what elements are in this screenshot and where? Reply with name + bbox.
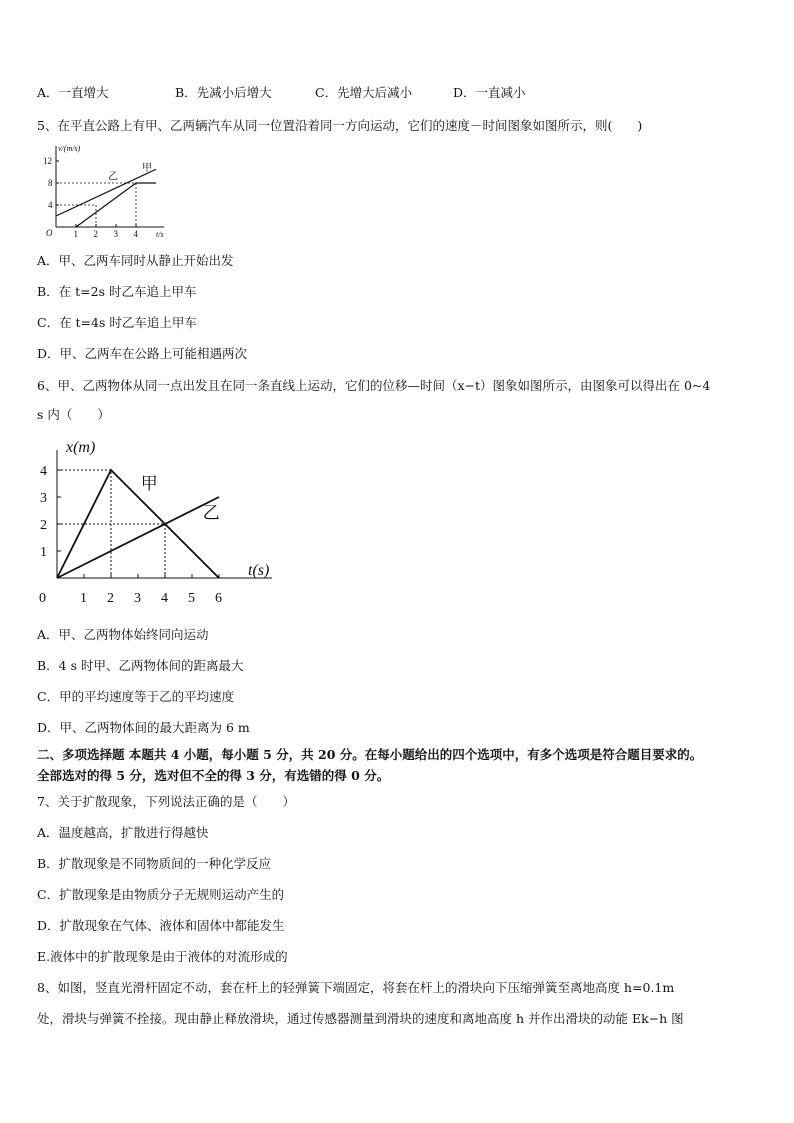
- q7-option-e[interactable]: E.液体中的扩散现象是由于液体的对流形成的: [37, 949, 288, 964]
- q7-option-a[interactable]: A．温度越高，扩散进行得越快: [37, 825, 209, 840]
- section2-line2: 全部选对的得 5 分，选对但不全的得 3 分，有选错的得 0 分。: [37, 768, 390, 783]
- q6-x-tick-label: 6: [215, 591, 222, 606]
- q5-x-tick-label: 3: [113, 229, 118, 239]
- q5-x-tick-label: 2: [93, 229, 98, 239]
- q5-x-label: t/s: [156, 230, 164, 239]
- section2-line1: 二、多项选择题 本题共 4 小题，每小题 5 分，共 20 分。在每小题给出的四个选项中，有多个选项是符合题目要求的。: [37, 747, 703, 762]
- q5-label-jia: 甲: [142, 162, 152, 174]
- q7-option-d[interactable]: D．扩散现象在气体、液体和固体中都能发生: [37, 918, 285, 933]
- q5-series-jia: [56, 169, 156, 216]
- q6-label-yi: 乙: [202, 503, 220, 523]
- q5-origin-label: O: [46, 228, 53, 238]
- q6-y-tick-label: 2: [40, 518, 47, 533]
- q5-option-c[interactable]: C．在 t=4s 时乙车追上甲车: [37, 315, 197, 330]
- q6-x-tick-label: 5: [188, 591, 195, 606]
- q5-y-tick-label: 12: [43, 156, 52, 166]
- q5-x-tick-label: 1: [73, 229, 78, 239]
- q7-stem: 7、关于扩散现象，下列说法正确的是（ ）: [37, 794, 295, 809]
- q6-option-c[interactable]: C．甲的平均速度等于乙的平均速度: [37, 689, 235, 704]
- q5-x-tick-label: 4: [133, 229, 138, 239]
- q4-option-d[interactable]: D．一直减小: [453, 85, 526, 100]
- q6-ticks: [40, 464, 222, 606]
- q5-y-tick-label: 8: [48, 178, 53, 188]
- q6-x-tick-label: 1: [80, 591, 87, 606]
- q5-option-b[interactable]: B．在 t=2s 时乙车追上甲车: [37, 284, 197, 299]
- q8-line2: 处，滑块与弹簧不拴接。现由静止释放滑块，通过传感器测量到滑块的速度和离地高度 h 并作出滑块的动能 Ek−h 图: [37, 1011, 684, 1026]
- q7-option-b[interactable]: B．扩散现象是不同物质间的一种化学反应: [37, 856, 272, 871]
- q5-y-label: v/(m/s): [58, 144, 81, 153]
- q7-option-c[interactable]: C．扩散现象是由物质分子无规则运动产生的: [37, 887, 285, 902]
- q6-origin-label: 0: [39, 591, 46, 606]
- q5-option-a[interactable]: A．甲、乙两车同时从静止开始出发: [37, 253, 234, 268]
- q6-stem-line2: s 内（ ）: [37, 407, 110, 422]
- q4-option-a[interactable]: A．一直增大: [37, 85, 109, 100]
- q5-label-yi: 乙: [108, 171, 118, 183]
- q5-y-tick-label: 4: [48, 200, 53, 210]
- q5-stem: 5、在平直公路上有甲、乙两辆汽车从同一位置沿着同一方向运动，它们的速度－时间图象如图所示，则( ): [37, 118, 643, 133]
- q4-option-c[interactable]: C．先增大后减小: [315, 85, 413, 100]
- q6-y-tick-label: 1: [40, 545, 47, 560]
- q5-plot: [56, 162, 156, 227]
- q6-plot: [57, 470, 220, 578]
- q5-axes: [56, 146, 164, 227]
- q6-x-label: t(s): [248, 562, 270, 579]
- q6-displacement-time-graph: [30, 432, 280, 612]
- q6-option-d[interactable]: D．甲、乙两物体间的最大距离为 6 m: [37, 720, 250, 735]
- q6-option-a[interactable]: A．甲、乙两物体始终同向运动: [37, 627, 209, 642]
- q5-velocity-time-graph: [36, 141, 176, 239]
- q6-option-b[interactable]: B．4 s 时甲、乙两物体间的距离最大: [37, 658, 244, 673]
- q6-label-jia: 甲: [140, 473, 158, 493]
- q6-x-tick-label: 4: [161, 591, 168, 606]
- q6-x-tick-label: 2: [107, 591, 114, 606]
- q4-options: [37, 83, 757, 101]
- q6-y-label: x(m): [66, 439, 96, 456]
- q6-series-yi: [57, 497, 219, 578]
- q4-option-b[interactable]: B．先减小后增大: [175, 85, 272, 100]
- q5-option-d[interactable]: D．甲、乙两车在公路上可能相遇两次: [37, 346, 248, 361]
- q8-line1: 8、如图，竖直光滑杆固定不动，套在杆上的轻弹簧下端固定，将套在杆上的滑块向下压缩弹簧至离地高度 h=0.1m: [37, 980, 675, 995]
- q6-stem-line1: 6、甲、乙两物体从同一点出发且在同一条直线上运动，它们的位移—时间（x−t）图象如图所示，由图象可以得出在 0~4: [37, 378, 711, 393]
- q6-y-tick-label: 3: [40, 491, 47, 506]
- q6-y-tick-label: 4: [40, 464, 47, 479]
- q6-x-tick-label: 3: [134, 591, 141, 606]
